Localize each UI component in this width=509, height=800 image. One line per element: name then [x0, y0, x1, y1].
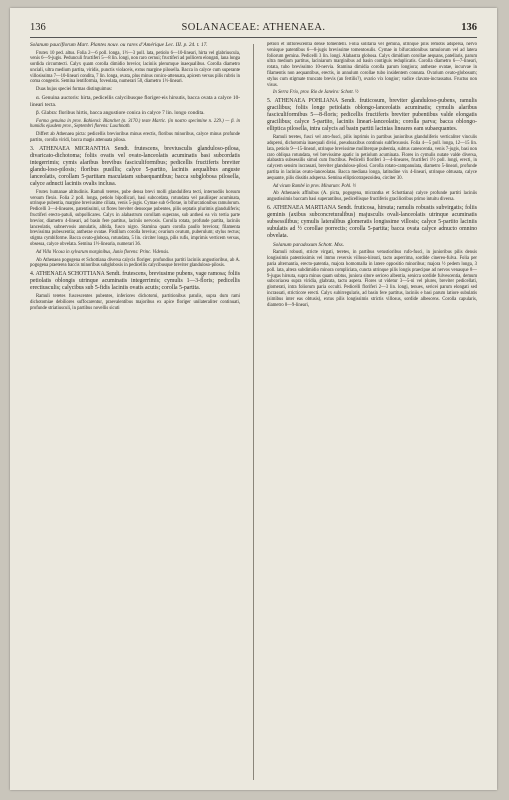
locality-note: Ad vicum Rambé in prov. Minarum: Pohl. ½: [273, 183, 357, 189]
left-column: [30, 42, 240, 782]
locality-note: In Serra Frio, prov. Rio de Janeiro: Schott. ½: [273, 90, 359, 96]
species-heading-martiana: 6. ATHENAEA MARTIANA Sendt. fruticosa, hirsuta; ramulis robustis subvirgatis; foliis geminis (axibus subconcreturalibus) majusculis ovali-lanceolatis utrinque acuminatis subsessilibus; cymulis lateralibus glomeratis longissime villosis; calyce 5-partito laciniis subulatis ad ½ corollae porrectis; corolla 5-partita; bacca ovata calyce adnucto omnino obvelata.: [267, 204, 477, 239]
page-number-right: 136: [461, 22, 477, 33]
species-heading-micrantha: 3. ATHENAEA MICRANTHA Sendt. frutescens, breviusculis glanduloso-pilosa, divaricato-dichotoma; foliis ovatis vel ovato-lanceolatis acuminatis basi subcordatis integerrimis; cymis alaribus brevibus fasciculiformibus; pedicellis fructiferis breviter glandu-loso-pilosis; floribus pusillis; calyce 5-partito, laciniis aequalibus anguste lanceolatis, corollam 5-partitam maculatam subaequantibus; bacca subglobosa pilosella, calyce adnucti laciniis ovalis inclusa.: [30, 145, 240, 187]
description-paragraph: Frutex humanae altitudinis. Ramuli teretes, pube densa brevi molli glandulifera tecti, internodiis horsum versum flexis. Folia 2 poll. longa, petiolo bipollicari, basi subcordata, rotundata vel pauliisper acuminata, utrinque pubentia, margine breviusime ciliata, venis 5-jugis. Cymae sub 6-florae, in bifurcationibus ramulorum. Pedicelli 3—4-lineares, patentissimi, ut flores breviter densoque pubentes, pilis septatis plurimis glanduliferis; fructiferi erecto-patuli, subpollicares. Calyx in alabastrum corollam superans, sub anthesi ea vix tertia parte brevior, diametro 4-lineari, ad basin fere partitus, laciniis nervosis. Corolla rotata, profunde partita, laciniis lanceolatis, subnervosis annulatis, albida, fusco nigro. Stamina quam corolla paullo breviora; filamenta brevissima pubescentia; antherae ovatae. Pistillum corolla brevius; ovarium ovatum, puberulum; stylus rectus; stigma cymbiforme. Bacca ovato-globosa, rotundata, 5 lin. circiter longa, pilis rufis, imprimis verticem versus, obsessa, calyce obvelata. Semina 1½-linearia, numerari 36.: [30, 189, 240, 247]
book-page: [10, 8, 497, 790]
difference-note: Ab Athenaeis affinibus (A. picta, pogogena, micrantha et Schottiana) calyce profunde partiti laciniis angustissimis baccam basi superantibus, pedicellisque fructiferis gracilioribus primo intuitu diversa.: [267, 191, 477, 203]
description-paragraph: petioli et inflorescentia dense tomentelli. Folia solitaria vel gemina, utrinque pilis remotis adspersa, nervo venisque patentibus 6—8-jugis brevissime tomentosulis. Cymae in bifurcationibus ramulorum vel ad latera foliorum gemina. Pedicelli 3 lin. longi. Alabastra globosa. Calyx dimidium corollae aequans, patellaris, parum ultra medium partitus, laciniarum marginibus ad basin contiguis reduplicatis. Corolla diametro 6—7-lineari, rotata, tubo brevissimo 10-nervia. Stamina dimidia corolla parum longiora; antherae ovatae, incurvae in filamentis non aequantibus, erectis, in annulum corollae tubo insidentem connata. Ovarium ovato-globosum; stylus cum stigmate truncato brevis (an fertilis?), ovario vix longior; vadice clavato-incrassatus. Fructus non visus.: [267, 42, 477, 88]
right-column: [267, 42, 477, 782]
species-heading-pohliana: 5. ATHENAEA POHLIANA Sendt. fruticosum, breviter glanduloso-pubens, ramulis gracilibus; foliis longe petiolatis oblongo-lanceolatis acuminatis; cymulis alaribus fasciculiformibus 5—8-floris; pedicellis fructiferis breviter pubentibus valde elongatis gracilibus; calyce 5-partito, laciniis lineari-lanceolatis; corolla parva; bacca oblongo-elliptica pilosella, intra calycis ad basin partiti lacinias lineares eam subaequantes.: [267, 98, 477, 133]
description-paragraph: Frutex 10 ped. altus. Folia 2—6 poll. longa, 1½—3 poll. lata, petiolo 6—10-lineari, hirta vel glabriuscula, venis 6—9-jugis. Pedunculi fructiferi 5—8 lin. longi, non raro cernui; fructiferi ad pollicem elongati, lana longa sordida circumtecti. Calyx quam corolla dimidio brevior, laciniis plerumque inaequalibus. Corolla diametro unciali, ultra medium partita, viridis, punctis violaceis, extus margine pilosella. Bacca in calyce cum superante villosissima 7—10-lineari condita, 7 lin. longa, ovata, plus minus conico-attenuata, apicem versus pilis rubris in coma congestis. Semina lentiformia, foveolata, numerari 50, diametro 1½-lineari.: [30, 50, 240, 85]
difference-note: Differt ab Athenaea picta: pedicellis brevioribus minus erectis, floribus minoribus, calyce minus profunde partito, corolla viridi, bacca magis attenuata pilosa.: [30, 132, 240, 143]
forms-intro: Duas hujus speciei formas distinguimus:: [36, 87, 113, 93]
column-divider: [253, 44, 254, 780]
description-paragraph: Ramuli robusti, stricte virgati, teretes, in partibus vetustioribus rufo-fusci, in junioribus pilis densis longissimis patentissimis vel immo reversis villoso-hirsuti, tacto asperrima, sordide cinereo-fulva. Folia per paria alternantia, erecto-patentia, majora homomalla in latere oppositio minoribus; majora ½ pedem longa, 3 poll. lata, altera subdimidio minora compliciata, cuncta utrinque pilis longis praecipue ad nervos venasque 8—9-jugas hirsuta, supra minus quam subtus, juniora sitore sericeo albentia, senicra sordide fulvescentia, demum subcoriacea supra viridia, glabrata, tactu aspera. Flores ut videtur 3—5-ni vel plures, breviter pedicellati, glomerati, intra foliorum paria occulti. Pedicelli floriferi 2—3 lin. longi, tenues, sericei parum elongati sed incrassati, stricticore erecti. Calyx subirregularis, ad basin fere partitus, laciniis e basi parum latiore subulatis (simibus inter eas obtusis), extus pilis longissimis strictis villosus, sordide albescens. Corolla capularis, diametro 8—9-lineari,: [267, 250, 477, 308]
running-header: [30, 22, 477, 38]
synonym-citation: Solanum paradoxum Schott. Mss.: [273, 241, 345, 248]
difference-note: Ab Athenaea pogogena et Schottiana diversa calycis floriger. profundius partiti laciniis angustioribus, ab A. pogogena praeterea baccis minoribus subglobosis in pedicellis calycibusque breviter glanduloso-pilosis.: [30, 257, 240, 269]
synonym-citation: Solanum pauciflorum Mart. Plantes nouv. ou rares d’Amérique Lec. III. p. 24. t. 17.: [30, 42, 208, 48]
locality-note: Forma genuina in prov. Bahiensi: Blanchet (n. 3170.) teste Martic. (in nostro specimine n. 229.) — β. in humidis ejusdem prov., Septembri florens: Luschnath.: [30, 118, 240, 130]
header-rule: [30, 37, 477, 38]
form-beta: β. Glabra: floribus hirtis, bacca angustiore conica in calyce 7 lin. longo condita.: [36, 110, 205, 117]
description-paragraph: Ramuli teretes fuscescentes pubentes, inferiores dichotomi, partitionibus patulis, supra dum rami dichotomiae debiliores suffocarentur, praevalentibus majoribus ex apice floriger unilateraliter continuati, profunde striatiusculi, in partibus novellis sicuti: [30, 294, 240, 311]
species-heading-schottiana: 4. ATHENAEA SCHOTTIANA Sendt. frutescens, breviusime pubens, vage ramosa; foliis petiolatis oblongis utrinque acuminatis integerrimis; cymulis 1—3-floris; pedicellis erectiusculis; calycibus sub 5-fidis laciniis ovatis acutis; corolla 5-partita.: [30, 271, 240, 292]
form-alpha: α. Genuina auctoris: hirta, pedicellis calycibusque floriger-eis hirsutis, bacca ovata a calyce 10-lineari tecta.: [30, 95, 240, 108]
running-title: SOLANACEAE: ATHENAEA.: [181, 22, 326, 33]
description-paragraph: Ramuli teretes, fusci vel atro-fusci, pilis inprimis in partibus junioribus glanduliferis verticaliter vinculis adspersi, dichotomia inaequali divisi, pseudoaxibus continuis subflexuosis. Folia 4—5 poll. longa, 12—15 lin. lata, petiolo 9—15-lineari, utrinque brevissime molliterque pubentia, subtus canescentia, venis 7-jugis, basi non raro obliqua rotundata, vel brevissime apatic in petiolum acuminata. Flores in cymulis nutate valde diversa, alabastra subsessilis simul cum fructibus. Pedicelli floriferi 3—4-lineares, fructiferi 1½ poll. longi, erecti, in calycem sensim incrassati, breviter glanduloso-pilosi. Corolla rotato-campanulata, diametro 5-lineari, profunde partita in lacinias ovato-lanceolatas. Bacca mediana longa, latitudine vix 4-lineari, utrinque obtusata, calyce aequante, pilis dissitis adspersa. Semina ellipticotrapezoidea, circiter 30.: [267, 135, 477, 181]
locality-note: Ad Villa Vicosa in sylvarum marginibus, Junio florens: Princ. Vidensis.: [36, 249, 170, 255]
page-number-left: 136: [30, 22, 46, 33]
